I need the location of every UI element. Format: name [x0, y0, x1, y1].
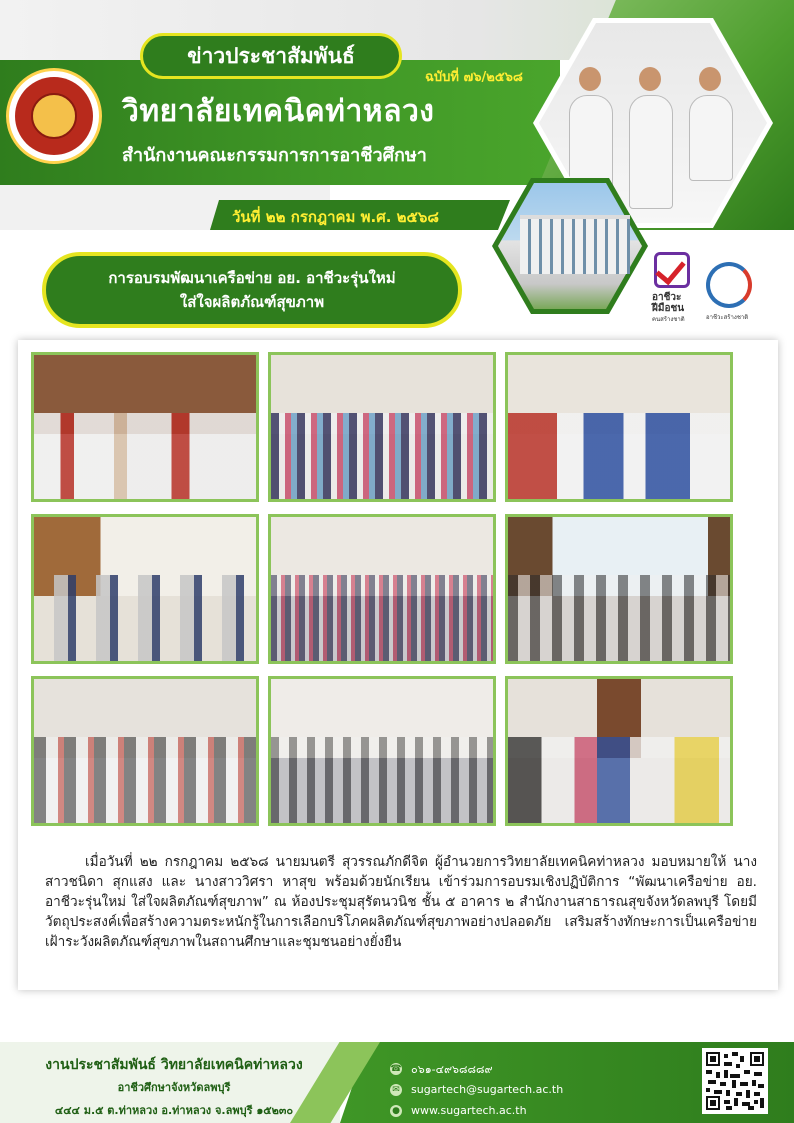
- event-photo-4: [31, 514, 259, 664]
- college-subtitle: สำนักงานคณะกรรมการการอาชีวศึกษา: [122, 145, 427, 166]
- phone-number: ๐๖๑-๔๙๖๘๘๘๙: [411, 1063, 493, 1076]
- pr-label: ข่าวประชาสัมพันธ์: [140, 33, 402, 79]
- footer-email: [390, 1083, 563, 1096]
- news-date: วันที่ ๒๒ กรกฎาคม พ.ศ. ๒๕๖๘: [232, 208, 440, 226]
- event-photo-5: [268, 514, 496, 664]
- subject-line-2: ใส่ใจผลิตภัณฑ์สุขภาพ: [179, 293, 325, 311]
- footer-region: อาชีวศึกษาจังหวัดลพบุรี: [117, 1081, 231, 1094]
- issue-number: ฉบับที่ ๗๖/๒๕๖๘: [425, 70, 523, 85]
- event-photo-8: [268, 676, 496, 826]
- phone-icon: ☎: [390, 1064, 402, 1074]
- news-subject: [42, 252, 462, 328]
- email-address[interactable]: sugartech@sugartech.ac.th: [411, 1083, 564, 1096]
- building-illustration: [520, 215, 630, 274]
- college-name: วิทยาลัยเทคนิคท่าหลวง: [122, 94, 435, 129]
- footer-website: [390, 1104, 527, 1117]
- event-photo-6: [505, 514, 733, 664]
- event-photo-7: [31, 676, 259, 826]
- event-photo-3: [505, 352, 733, 502]
- event-photo-9: [505, 676, 733, 826]
- vote-logo-text: อาชีวะ ฝีมือชน คนสร้างชาติ: [652, 292, 685, 323]
- footer-phone: [390, 1060, 493, 1078]
- event-photo-2: [268, 352, 496, 502]
- qr-code[interactable]: [702, 1048, 768, 1114]
- globe-icon: ●: [390, 1105, 402, 1117]
- subject-line-1: การอบรมพัฒนาเครือข่าย อย. อาชีวะรุ่นใหม่: [108, 269, 396, 287]
- college-logo: [6, 68, 102, 164]
- footer-org: งานประชาสัมพันธ์ วิทยาลัยเทคนิคท่าหลวง: [45, 1057, 303, 1073]
- event-photo-1: [31, 352, 259, 502]
- news-paragraph: เมื่อวันที่ ๒๒ กรกฎาคม ๒๕๖๘ นายมนตรี สุวรรณภักดีจิต ผู้อำนวยการวิทยาลัยเทคนิคท่าหลวง มอบหมายให้ นางสาวชนิดา สุกแสง และ นางสาววิศรา หาสุข พร้อมด้วยนักเรียน เข้าร่วมการอบรมเชิงปฏิบัติการ “พัฒนาเครือข่าย อย. อาชีวะรุ่นใหม่ ใส่ใจผลิตภัณฑ์สุขภาพ” ณ ห้องประชุมสุรัตนวนิช ชั้น ๕ อาคาร ๒ สำนักงานสาธารณสุขจังหวัดลพบุรี โดยมีวัตถุประสงค์เพื่อสร้างความตระหนักรู้ในการเลือกบริโภคผลิตภัณฑ์สุขภาพอย่างปลอดภัย เสริมสร้างทักษะการเป็นเครือข่ายเฝ้าระวังผลิตภัณฑ์สุขภาพในสถานศึกษาและชุมชนอย่างยั่งยืน: [45, 854, 757, 950]
- news-body: [45, 852, 757, 952]
- round-logo-text: อาชีวะสร้างชาติ: [706, 314, 749, 321]
- email-icon: ✉: [390, 1084, 402, 1096]
- round-logo: [706, 262, 752, 308]
- footer-address: ๔๔๔ ม.๕ ต.ท่าหลวง อ.ท่าหลวง จ.ลพบุรี ๑๕๒๓๐: [54, 1104, 294, 1117]
- qr-code-graphic: [704, 1050, 766, 1112]
- website-url[interactable]: www.sugartech.ac.th: [411, 1104, 527, 1117]
